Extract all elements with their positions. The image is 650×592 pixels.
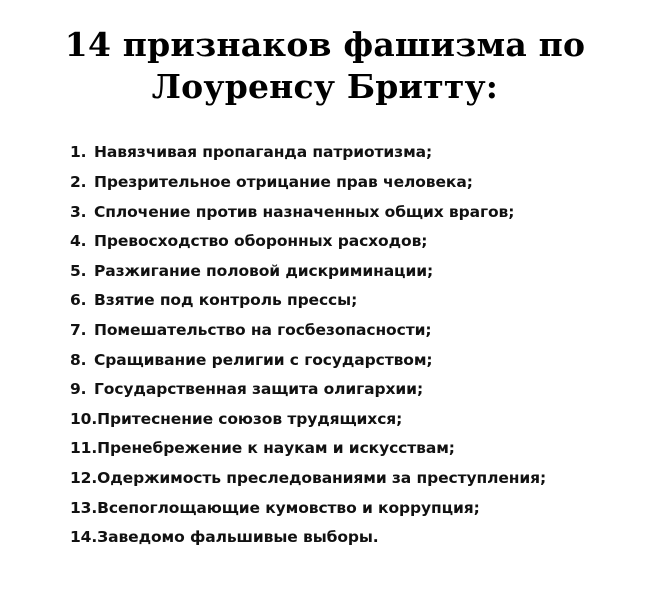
list-item-label: Взятие под контроль прессы;: [94, 291, 358, 310]
list-item: [70, 286, 626, 316]
list-item-number: 13.: [70, 498, 98, 517]
list-item-label: Государственная защита олигархии;: [94, 380, 424, 399]
list-item-number: 11.: [70, 439, 98, 458]
list-item-label: Разжигание половой дискриминации;: [94, 261, 434, 280]
list-item: [70, 434, 626, 464]
list-item-label: Пренебрежение к наукам и искусствам;: [97, 439, 455, 458]
page-title-line-2: Лоуренсу Бритту:: [151, 67, 499, 107]
list-item: [70, 346, 626, 376]
list-item-number: 6.: [70, 291, 87, 310]
list-item: [70, 198, 626, 228]
list-item-label: Превосходство оборонных расходов;: [94, 232, 428, 251]
list-item: [70, 316, 626, 346]
list-item-label: Одержимость преследованиями за преступления;: [97, 469, 547, 487]
list-item-number: 9.: [70, 380, 87, 399]
list-item-number: 5.: [70, 261, 87, 280]
list-item-number: 8.: [70, 350, 87, 369]
list-item-number: 12.: [70, 469, 98, 487]
list-item: [70, 257, 626, 287]
list-item: [70, 523, 626, 553]
list-item-label: Сращивание религии с государством;: [94, 350, 433, 369]
list-item-number: 7.: [70, 321, 87, 340]
list-item: [70, 405, 626, 435]
list-item: [70, 494, 626, 524]
list-item: [70, 375, 626, 405]
list-item: [70, 168, 626, 198]
list-item-label: Притеснение союзов трудящихся;: [97, 409, 403, 428]
list-item-label: Заведомо фальшивые выборы.: [97, 528, 379, 547]
page-title: [24, 24, 626, 108]
list-item-label: Помешательство на госбезопасности;: [94, 321, 432, 340]
list-item-label: Навязчивая пропаганда патриотизма;: [94, 143, 433, 162]
list-item-label: Сплочение против назначенных общих врагов;: [94, 202, 515, 221]
list-item: [70, 464, 626, 494]
list-item-number: 4.: [70, 232, 87, 251]
list-item-number: 1.: [70, 143, 87, 162]
list-item-number: 10.: [70, 409, 98, 428]
list-item-label: Презрительное отрицание прав человека;: [94, 173, 473, 192]
list-item-label: Всепоглощающие кумовство и коррупция;: [97, 498, 480, 517]
page-title-line-1: 14 признаков фашизма по: [64, 25, 586, 64]
list-item-number: 14.: [70, 528, 98, 547]
list-item-number: 2.: [70, 173, 87, 192]
list-item: [70, 138, 626, 168]
fascism-signs-list: [24, 138, 626, 552]
list-item-number: 3.: [70, 202, 87, 221]
list-item: [70, 227, 626, 257]
